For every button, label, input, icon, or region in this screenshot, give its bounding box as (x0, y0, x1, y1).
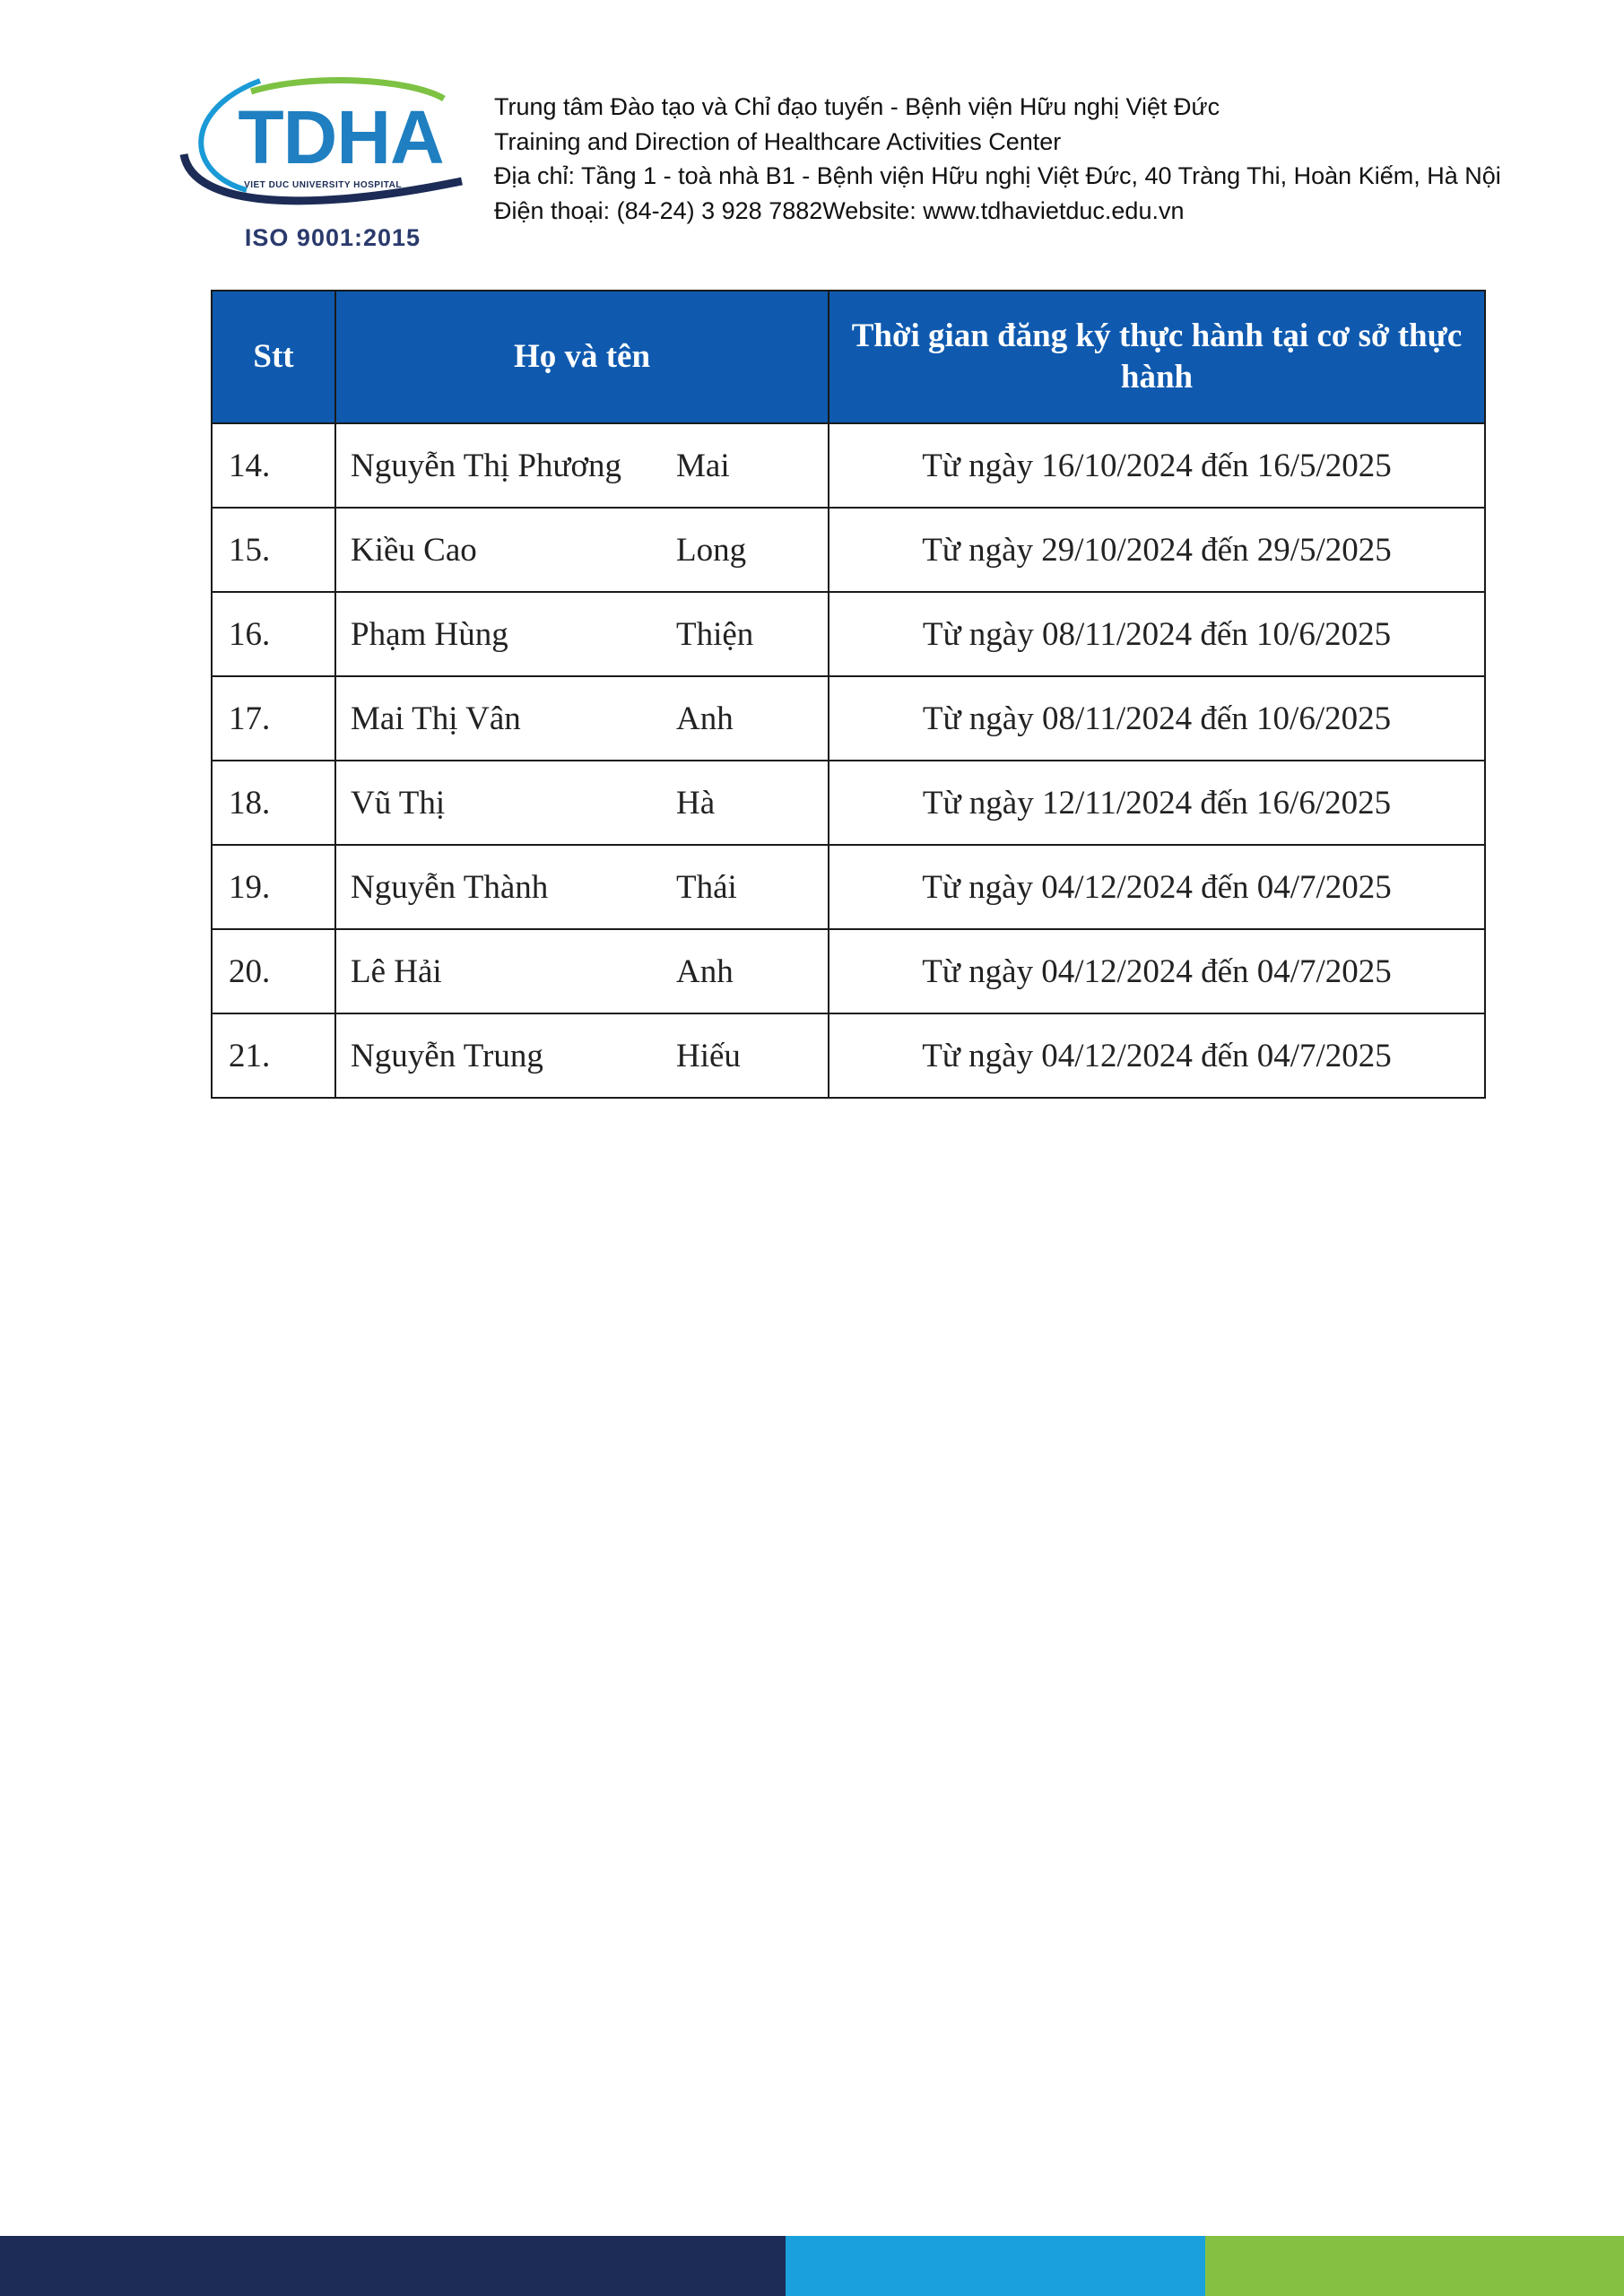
row-ho: Nguyễn Trung (351, 1037, 543, 1074)
row-name (335, 929, 829, 1013)
row-ho: Vũ Thị (351, 784, 446, 822)
table-row (212, 592, 1485, 676)
row-name (335, 423, 829, 508)
column-header-name: Họ và tên (335, 291, 829, 423)
column-header-period: Thời gian đăng ký thực hành tại cơ sở thực hành (829, 291, 1485, 423)
row-ho: Nguyễn Thành (351, 868, 549, 906)
row-name (335, 1013, 829, 1098)
footer-bar-navy (0, 2236, 786, 2296)
row-period: Từ ngày 29/10/2024 đến 29/5/2025 (829, 508, 1485, 592)
table-row (212, 508, 1485, 592)
row-ho: Phạm Hùng (351, 615, 508, 653)
row-ho: Mai Thị Vân (351, 700, 521, 737)
column-header-stt: Stt (212, 291, 335, 423)
row-ho: Nguyễn Thị Phương (351, 447, 622, 484)
row-stt: 14. (212, 423, 335, 508)
row-ten: Hà (676, 784, 716, 822)
org-address: Địa chỉ: Tầng 1 - toà nhà B1 - Bệnh viện Hữu nghị Việt Đức, 40 Tràng Thi, Hoàn Kiếm, Hà Nội (494, 162, 1501, 189)
org-name-en: Training and Direction of Healthcare Activities Center (494, 127, 1062, 155)
row-name (335, 761, 829, 845)
row-ten: Long (676, 531, 747, 569)
table-row (212, 845, 1485, 929)
footer-bar-blue (786, 2236, 1205, 2296)
footer-bar-green (1205, 2236, 1624, 2296)
row-name (335, 845, 829, 929)
row-period: Từ ngày 04/12/2024 đến 04/7/2025 (829, 845, 1485, 929)
row-ten: Anh (676, 952, 734, 990)
row-name (335, 592, 829, 676)
row-period: Từ ngày 12/11/2024 đến 16/6/2025 (829, 761, 1485, 845)
table-row (212, 423, 1485, 508)
table-header-row (212, 291, 1485, 423)
header-info (494, 90, 1501, 228)
row-period: Từ ngày 04/12/2024 đến 04/7/2025 (829, 1013, 1485, 1098)
practice-registration-table (211, 290, 1486, 1099)
row-name (335, 508, 829, 592)
row-period: Từ ngày 04/12/2024 đến 04/7/2025 (829, 929, 1485, 1013)
row-period: Từ ngày 16/10/2024 đến 16/5/2025 (829, 423, 1485, 508)
table-row (212, 929, 1485, 1013)
row-ho: Lê Hải (351, 952, 442, 990)
row-stt: 20. (212, 929, 335, 1013)
row-stt: 16. (212, 592, 335, 676)
row-stt: 19. (212, 845, 335, 929)
row-name (335, 676, 829, 761)
org-contact: Điện thoại: (84-24) 3 928 7882Website: www.tdhavietduc.edu.vn (494, 196, 1185, 224)
row-ten: Mai (676, 447, 730, 484)
logo-tagline: VIET DUC UNIVERSITY HOSPITAL (244, 180, 402, 190)
row-period: Từ ngày 08/11/2024 đến 10/6/2025 (829, 592, 1485, 676)
row-period: Từ ngày 08/11/2024 đến 10/6/2025 (829, 676, 1485, 761)
row-stt: 21. (212, 1013, 335, 1098)
row-ten: Thái (676, 868, 737, 906)
row-ten: Hiếu (676, 1037, 741, 1074)
row-ho: Kiều Cao (351, 531, 477, 569)
org-name-vi: Trung tâm Đào tạo và Chỉ đạo tuyến - Bệnh viện Hữu nghị Việt Đức (494, 93, 1220, 120)
table-row (212, 1013, 1485, 1098)
table-row (212, 676, 1485, 761)
iso-certification: ISO 9001:2015 (244, 224, 421, 251)
logo-wordmark: TDHA (238, 95, 444, 179)
row-ten: Anh (676, 700, 734, 737)
table-row (212, 761, 1485, 845)
row-ten: Thiện (676, 615, 754, 653)
row-stt: 15. (212, 508, 335, 592)
row-stt: 18. (212, 761, 335, 845)
row-stt: 17. (212, 676, 335, 761)
tdha-logo (175, 74, 480, 257)
